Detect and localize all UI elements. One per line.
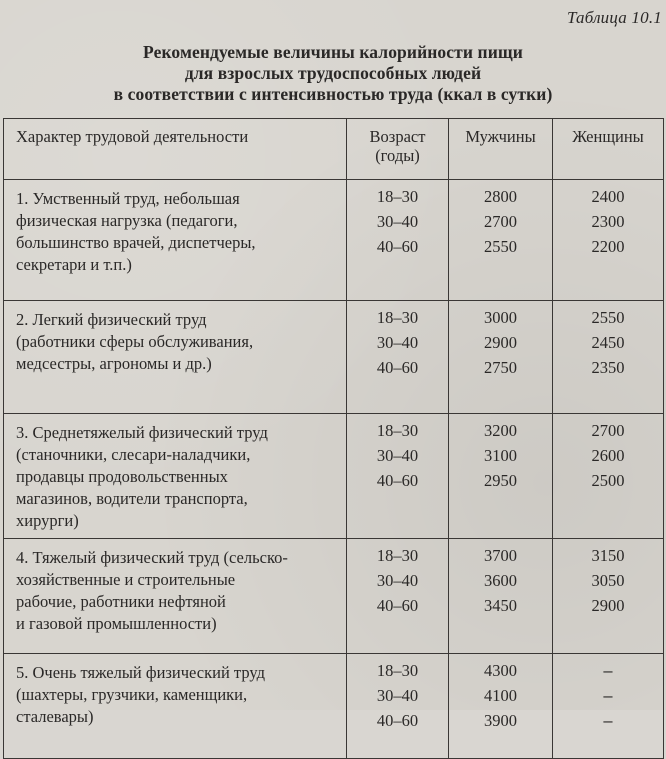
activity-cell <box>4 301 347 414</box>
age-cell <box>347 654 449 759</box>
activity-line: 2. Легкий физический труд <box>16 310 207 329</box>
activity-line: 3. Среднетяжелый физический труд <box>16 423 268 442</box>
activity-line: 5. Очень тяжелый физический труд <box>16 663 265 682</box>
activity-line: и газовой промышленности) <box>16 614 217 633</box>
table-header-row <box>4 119 664 180</box>
activity-cell <box>4 180 347 301</box>
activity-cell <box>4 414 347 539</box>
table-title-line: Рекомендуемые величины калорийности пищи <box>143 42 523 62</box>
activity-line: большинство врачей, диспетчеры, <box>16 233 256 252</box>
table-row <box>4 654 664 759</box>
men-value: 2950 <box>484 471 517 490</box>
women-value: 2400 <box>591 187 625 206</box>
men-value: 2700 <box>484 212 517 231</box>
age-value: 30–40 <box>376 686 419 705</box>
header-activity: Характер трудовой деятельности <box>4 119 347 180</box>
men-value: 2800 <box>484 187 517 206</box>
women-value: 3050 <box>591 571 625 590</box>
age-value: 40–60 <box>376 711 419 730</box>
women-cell <box>553 414 664 539</box>
men-value: 3900 <box>484 711 517 730</box>
men-value: 3600 <box>484 571 517 590</box>
age-value: 18–30 <box>376 421 419 440</box>
table-number-label: Таблица 10.1 <box>567 8 662 27</box>
age-cell <box>347 180 449 301</box>
men-value: 2550 <box>484 237 517 256</box>
age-value: 40–60 <box>376 237 419 256</box>
women-value: 2900 <box>591 596 625 615</box>
men-value: 3450 <box>484 596 517 615</box>
women-cell <box>553 301 664 414</box>
women-cell <box>553 180 664 301</box>
men-value: 2750 <box>484 358 517 377</box>
women-cell <box>553 539 664 654</box>
table-row <box>4 180 664 301</box>
age-value: 30–40 <box>376 212 419 231</box>
activity-line: (работники сферы обслуживания, <box>16 332 254 351</box>
women-value: – <box>603 712 613 730</box>
header-age-label: Возраст <box>369 127 426 146</box>
table-title-line: в соответствии с интенсивностью труда (ккал в сутки) <box>113 84 553 104</box>
activity-line: медсестры, агрономы и др.) <box>16 354 212 373</box>
men-value: 3700 <box>484 546 517 565</box>
men-value: 3100 <box>484 446 517 465</box>
activity-line: рабочие, работники нефтяной <box>16 592 226 611</box>
women-value: – <box>603 662 613 680</box>
age-value: 18–30 <box>376 661 419 680</box>
age-value: 40–60 <box>376 596 419 615</box>
women-value: 2500 <box>591 471 625 490</box>
men-cell <box>449 301 553 414</box>
age-value: 30–40 <box>376 446 419 465</box>
table-row <box>4 414 664 539</box>
activity-line: 1. Умственный труд, небольшая <box>16 189 240 208</box>
women-value: 2700 <box>591 421 625 440</box>
age-value: 30–40 <box>376 571 419 590</box>
women-value: 2550 <box>591 308 625 327</box>
men-cell <box>449 539 553 654</box>
activity-line: секретари и т.п.) <box>16 255 132 274</box>
men-cell <box>449 180 553 301</box>
activity-line: (шахтеры, грузчики, каменщики, <box>16 685 248 704</box>
table-row <box>4 301 664 414</box>
men-value: 3200 <box>484 421 517 440</box>
activity-line: физическая нагрузка (педагоги, <box>16 211 238 230</box>
age-value: 30–40 <box>376 333 419 352</box>
men-value: 4300 <box>484 661 517 680</box>
calorie-table <box>3 118 664 759</box>
age-value: 40–60 <box>376 358 419 377</box>
women-value: 2300 <box>591 212 625 231</box>
table-title-line: для взрослых трудоспособных людей <box>184 63 482 83</box>
women-cell <box>553 654 664 759</box>
men-cell <box>449 654 553 759</box>
activity-line: 4. Тяжелый физический труд (сельско- <box>16 548 288 567</box>
activity-line: хозяйственные и строительные <box>16 570 236 589</box>
table-row <box>4 539 664 654</box>
age-value: 18–30 <box>376 308 419 327</box>
age-value: 40–60 <box>376 471 419 490</box>
activity-line: продавцы продовольственных <box>16 467 228 486</box>
women-value: 2350 <box>591 358 625 377</box>
header-age-unit: (годы) <box>375 146 420 165</box>
activity-line: сталевары) <box>16 707 94 726</box>
men-value: 3000 <box>484 308 517 327</box>
women-value: – <box>603 687 613 705</box>
age-cell <box>347 301 449 414</box>
activity-line: хирурги) <box>16 511 79 530</box>
women-value: 2450 <box>591 333 625 352</box>
activity-line: (станочники, слесари-наладчики, <box>16 445 251 464</box>
age-cell <box>347 414 449 539</box>
header-men: Мужчины <box>449 119 553 180</box>
activity-cell <box>4 539 347 654</box>
age-value: 18–30 <box>376 546 419 565</box>
women-value: 3150 <box>591 546 625 565</box>
men-value: 2900 <box>484 333 517 352</box>
women-value: 2600 <box>591 446 625 465</box>
age-value: 18–30 <box>376 187 419 206</box>
header-women: Женщины <box>553 119 664 180</box>
activity-cell <box>4 654 347 759</box>
women-value: 2200 <box>591 237 625 256</box>
age-cell <box>347 539 449 654</box>
activity-line: магазинов, водители транспорта, <box>16 489 248 508</box>
men-value: 4100 <box>484 686 517 705</box>
header-age <box>347 119 449 180</box>
table-title <box>0 42 666 105</box>
men-cell <box>449 414 553 539</box>
